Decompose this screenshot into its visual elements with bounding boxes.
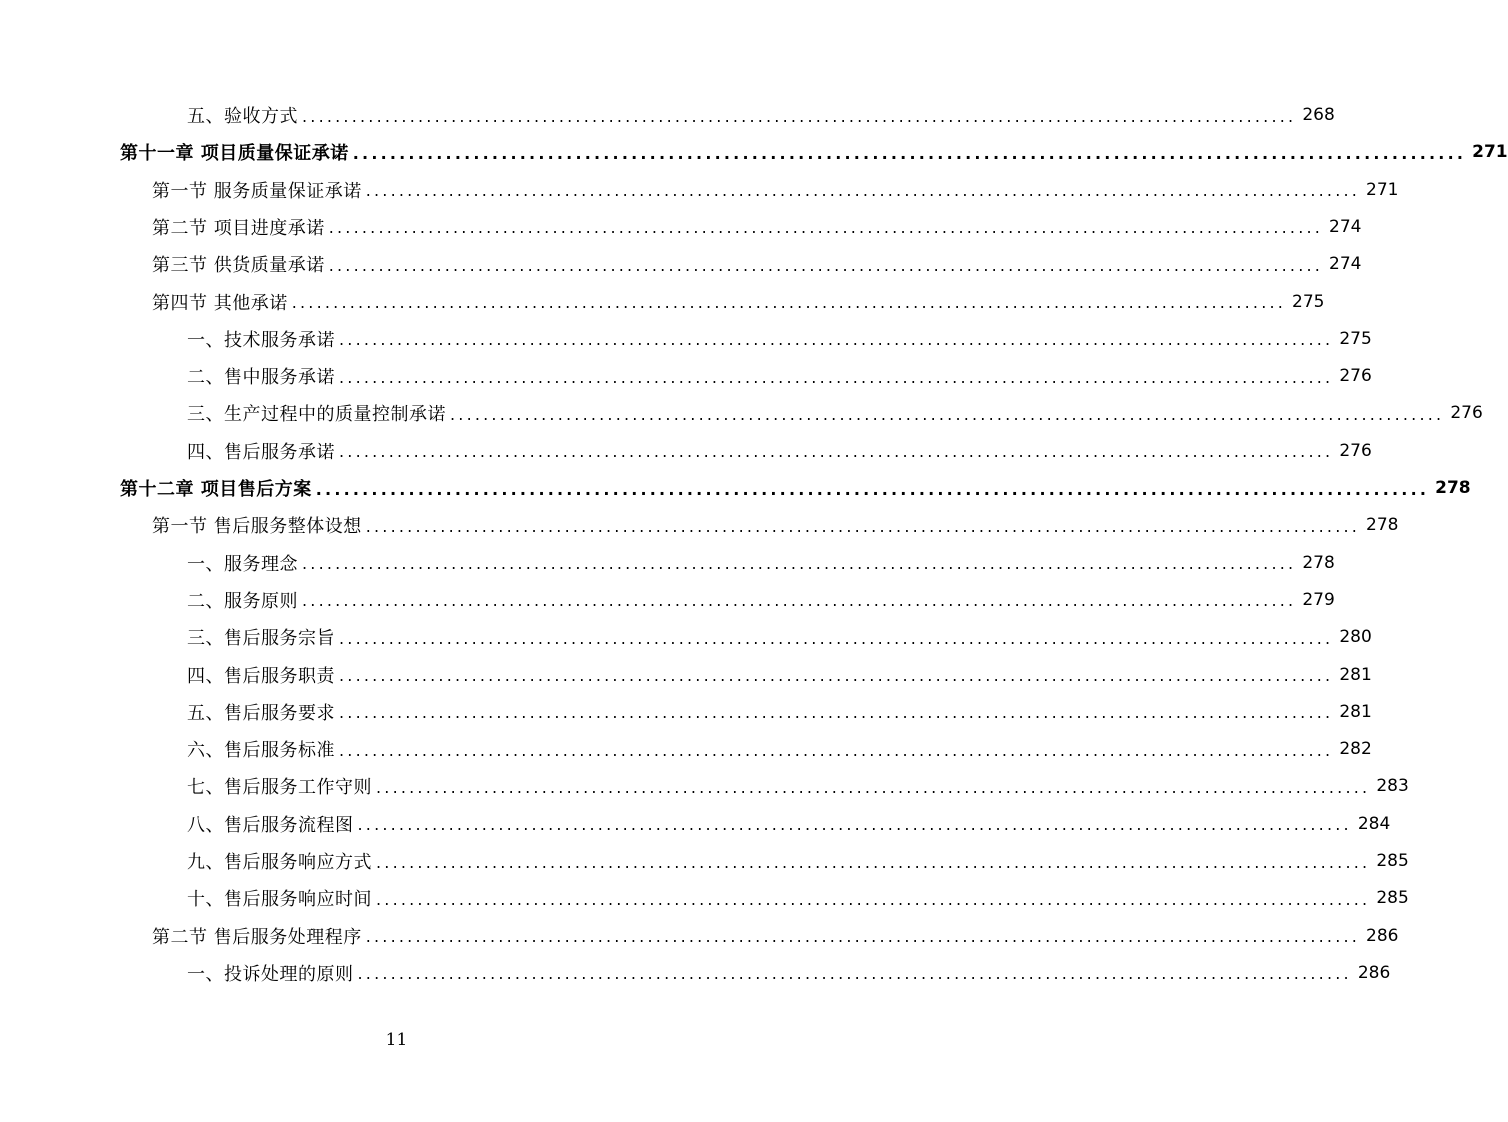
toc-entry-page: 283: [1376, 776, 1409, 797]
toc-entry-page: 275: [1292, 291, 1325, 312]
toc-dot-leader: ........................................................................................................................: [376, 889, 1371, 909]
toc-entry-page: 278: [1435, 478, 1471, 498]
toc-entry-label: 十、售后服务响应时间: [187, 889, 372, 911]
toc-entry-page: 268: [1302, 105, 1335, 125]
toc-entry-label: 三、售后服务宗旨: [187, 628, 335, 650]
toc-entry-label: 八、售后服务流程图: [187, 814, 354, 836]
toc-dot-leader: ........................................................................................................................: [365, 181, 1361, 201]
toc-subsection-entry[interactable]: [187, 100, 1335, 130]
toc-entry-label: 九、售后服务响应方式: [187, 852, 372, 873]
toc-subsection-entry[interactable]: [187, 771, 1409, 801]
toc-entry-label: 一、服务理念: [187, 553, 298, 575]
toc-entry-label: 第十二章 项目售后方案: [120, 479, 312, 500]
toc-entry-page: 281: [1339, 701, 1372, 722]
toc-subsection-entry[interactable]: [187, 660, 1372, 690]
toc-dot-leader: ........................................................................................................................: [302, 106, 1297, 126]
toc-entry-label: 第二节 售后服务处理程序: [152, 926, 362, 948]
toc-dot-leader: ........................................................................................................................: [339, 628, 1334, 648]
toc-dot-leader: ........................................................................................................................: [328, 218, 1324, 238]
toc-dot-leader: ........................................................................................................................: [328, 255, 1324, 275]
toc-entry-page: 280: [1339, 627, 1372, 648]
toc-section-entry[interactable]: [152, 212, 1362, 242]
toc-entry-page: 281: [1339, 664, 1372, 685]
toc-entry-page: 279: [1302, 589, 1335, 610]
toc-subsection-entry[interactable]: [187, 361, 1372, 391]
toc-chapter-entry[interactable]: [120, 137, 1508, 167]
toc-dot-leader: ........................................................................................................................: [376, 852, 1371, 872]
toc-entry-label: 五、售后服务要求: [187, 702, 335, 724]
toc-entry-label: 第一节 服务质量保证承诺: [152, 180, 362, 202]
toc-dot-leader: ........................................................................................................................: [339, 367, 1334, 387]
toc-entry-label: 六、售后服务标准: [187, 740, 335, 762]
toc-entry-label: 第四节 其他承诺: [152, 292, 288, 314]
toc-section-entry[interactable]: [152, 249, 1362, 279]
toc-entry-page: 286: [1366, 925, 1399, 946]
toc-dot-leader: ........................................................................................................................: [339, 330, 1334, 350]
toc-subsection-entry[interactable]: [187, 324, 1372, 354]
toc-subsection-entry[interactable]: [187, 398, 1483, 428]
toc-dot-leader: ........................................................................................................................: [365, 516, 1361, 536]
toc-entry-label: 七、售后服务工作守则: [187, 777, 372, 799]
toc-entry-label: 四、售后服务职责: [187, 665, 335, 687]
toc-section-entry[interactable]: [152, 921, 1399, 951]
toc-entry-page: 276: [1339, 366, 1372, 387]
toc-entry-page: 284: [1357, 813, 1391, 834]
toc-dot-leader: ........................................................................................................................: [291, 293, 1287, 312]
toc-entry-page: 278: [1366, 515, 1399, 536]
toc-entry-page: 274: [1329, 254, 1362, 275]
toc-entry-page: 275: [1339, 328, 1372, 349]
toc-section-entry[interactable]: [152, 175, 1399, 205]
toc-dot-leader: ........................................................................................................................: [302, 591, 1297, 611]
toc-entry-page: 278: [1302, 552, 1335, 573]
toc-entry-page: 286: [1357, 962, 1391, 983]
toc-dot-leader: ........................................................................................................................: [352, 143, 1467, 163]
toc-subsection-entry[interactable]: [187, 436, 1372, 466]
toc-subsection-entry[interactable]: [187, 622, 1372, 652]
toc-dot-leader: ........................................................................................................................: [376, 777, 1371, 797]
toc-entry-label: 一、技术服务承诺: [187, 329, 335, 351]
toc-subsection-entry[interactable]: [187, 697, 1372, 727]
toc-dot-leader: ........................................................................................................................: [357, 964, 1352, 984]
toc-section-entry[interactable]: [152, 510, 1399, 540]
toc-entry-label: 第三节 供货质量承诺: [152, 255, 325, 277]
toc-subsection-entry[interactable]: [187, 809, 1391, 839]
toc-entry-label: 三、生产过程中的质量控制承诺: [187, 404, 446, 426]
toc-dot-leader: ........................................................................................................................: [339, 703, 1334, 723]
toc-dot-leader: ........................................................................................................................: [450, 404, 1445, 424]
toc-entry-label: 五、验收方式: [187, 106, 298, 127]
toc-entry-page: 285: [1376, 888, 1409, 909]
toc-entry-page: 271: [1366, 179, 1399, 200]
toc-entry-page: 282: [1339, 739, 1372, 760]
toc-entry-page: 271: [1472, 142, 1508, 163]
toc-entry-page: 285: [1376, 851, 1409, 871]
toc-section-entry[interactable]: [152, 287, 1325, 317]
toc-subsection-entry[interactable]: [187, 734, 1372, 764]
toc-dot-leader: ........................................................................................................................: [339, 666, 1334, 685]
toc-subsection-entry[interactable]: [187, 548, 1335, 578]
toc-entry-label: 第十一章 项目质量保证承诺: [120, 143, 349, 165]
toc-entry-label: 第一节 售后服务整体设想: [152, 516, 362, 538]
toc-entry-label: 二、售中服务承诺: [187, 367, 335, 389]
toc-dot-leader: ........................................................................................................................: [339, 442, 1334, 462]
toc-dot-leader: ........................................................................................................................: [365, 927, 1361, 947]
toc-entry-label: 四、售后服务承诺: [187, 441, 335, 463]
toc-entry-label: 一、投诉处理的原则: [187, 963, 354, 985]
toc-chapter-entry[interactable]: [120, 473, 1471, 503]
toc-dot-leader: ........................................................................................................................: [302, 554, 1297, 574]
toc-dot-leader: ........................................................................................................................: [357, 815, 1352, 835]
toc-entry-page: 276: [1450, 403, 1483, 424]
toc-subsection-entry[interactable]: [187, 585, 1335, 615]
toc-entry-label: 二、服务原则: [187, 590, 298, 612]
toc-entry-label: 第二节 项目进度承诺: [152, 217, 325, 239]
toc-subsection-entry[interactable]: [187, 883, 1409, 913]
toc-entry-page: 274: [1329, 216, 1362, 237]
toc-entry-page: 276: [1339, 440, 1372, 461]
toc-subsection-entry[interactable]: [187, 846, 1409, 876]
toc-subsection-entry[interactable]: [187, 958, 1391, 988]
toc-dot-leader: ........................................................................................................................: [339, 740, 1334, 760]
page-number: 11: [385, 1030, 408, 1050]
toc-dot-leader: ........................................................................................................................: [315, 479, 1430, 499]
